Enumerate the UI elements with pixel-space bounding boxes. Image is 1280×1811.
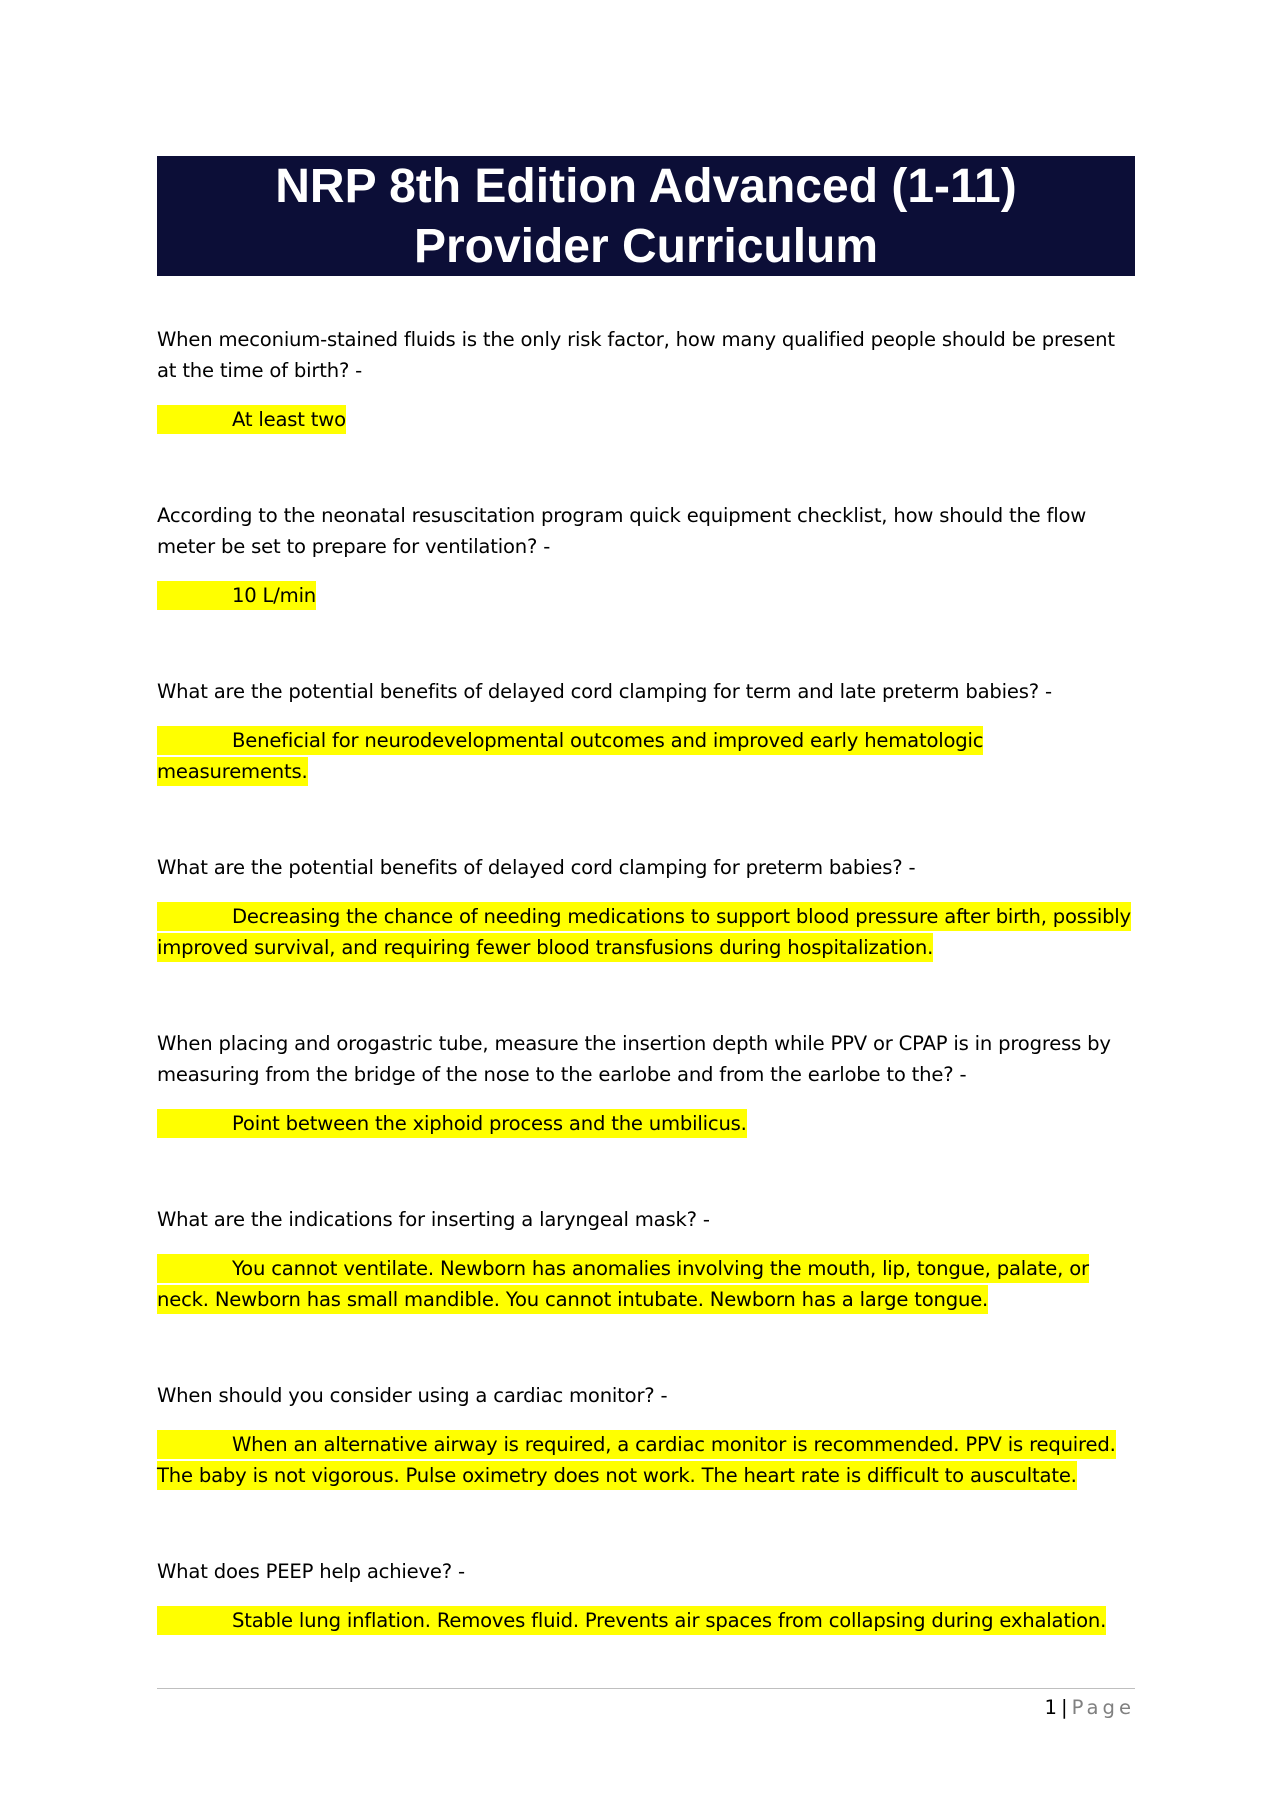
answer-highlight — [157, 405, 346, 434]
footer-divider — [157, 1688, 1135, 1689]
answer-text: When an alternative airway is required, a cardiac monitor is recommended. PPV is required. The baby is not vigorous. Pulse oximetry does not work. The heart rate is difficult to auscultate. — [157, 1433, 1116, 1487]
title-line-2: Provider Curriculum — [413, 220, 879, 273]
page-number: 1 — [1044, 1696, 1057, 1719]
answer-block — [157, 1108, 1135, 1139]
question-text: What are the indications for inserting a laryngeal mask? - — [157, 1208, 710, 1231]
answer-highlight — [157, 1254, 1089, 1314]
answer-text: Beneficial for neurodevelopmental outcomes and improved early hematologic measurements. — [157, 729, 984, 783]
answer-highlight — [157, 581, 316, 610]
answer-highlight — [157, 1606, 1106, 1635]
qa-item — [157, 852, 1135, 963]
question-text: When meconium-stained fluids is the only risk factor, how many qualified people should be present at the time of birth? - — [157, 328, 1115, 382]
page-footer — [1044, 1693, 1135, 1723]
answer-text: Decreasing the chance of needing medications to support blood pressure after birth, possibly improved survival, and requiring fewer blood transfusions during hospitalization. — [157, 905, 1131, 959]
qa-item — [157, 1380, 1135, 1491]
answer-highlight — [157, 902, 1131, 962]
qa-item — [157, 1204, 1135, 1315]
qa-item — [157, 500, 1135, 611]
answer-text: 10 L/min — [232, 584, 317, 607]
answer-highlight — [157, 726, 983, 786]
qa-item — [157, 1556, 1135, 1636]
question-text: When placing and orogastric tube, measure the insertion depth while PPV or CPAP is in progress by measuring from the bridge of the nose to the earlobe and from the earlobe to the? - — [157, 1032, 1111, 1086]
qa-item — [157, 324, 1135, 435]
answer-highlight — [157, 1430, 1116, 1490]
qa-list — [157, 324, 1135, 1701]
answer-text: At least two — [232, 408, 346, 431]
answer-block — [157, 1429, 1135, 1491]
answer-block — [157, 1253, 1135, 1315]
answer-block — [157, 1605, 1135, 1636]
qa-item — [157, 1028, 1135, 1139]
question-text: What are the potential benefits of delayed cord clamping for preterm babies? - — [157, 856, 916, 879]
page-label: Page — [1071, 1696, 1135, 1719]
footer-separator: | — [1060, 1696, 1068, 1719]
qa-item — [157, 676, 1135, 787]
answer-highlight — [157, 1109, 747, 1138]
answer-text: You cannot ventilate. Newborn has anomalies involving the mouth, lip, tongue, palate, or neck. Newborn has small mandible. You cannot intubate. Newborn has a large tongue. — [157, 1257, 1089, 1311]
answer-block — [157, 404, 1135, 435]
question-text: What are the potential benefits of delayed cord clamping for term and late preterm babies? - — [157, 680, 1052, 703]
title-line-1: NRP 8th Edition Advanced (1-11) — [275, 160, 1017, 213]
answer-text: Stable lung inflation. Removes fluid. Prevents air spaces from collapsing during exhalation. — [232, 1609, 1107, 1632]
question-text: According to the neonatal resuscitation program quick equipment checklist, how should the flow meter be set to prepare for ventilation? - — [157, 504, 1087, 558]
question-text: When should you consider using a cardiac monitor? - — [157, 1384, 668, 1407]
answer-text: Point between the xiphoid process and the umbilicus. — [232, 1112, 747, 1135]
title-banner — [157, 156, 1135, 276]
answer-block — [157, 580, 1135, 611]
question-text: What does PEEP help achieve? - — [157, 1560, 465, 1583]
answer-block — [157, 725, 1135, 787]
answer-block — [157, 901, 1135, 963]
